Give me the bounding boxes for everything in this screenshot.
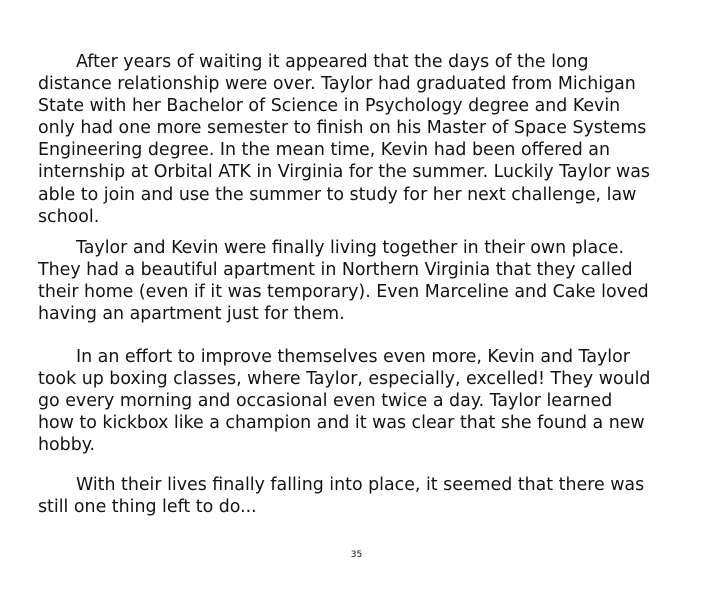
paragraph-line: distance relationship were over. Taylor had graduated from Michigan: [38, 74, 636, 95]
paragraph-line: After years of waiting it appeared that the days of the long: [76, 52, 589, 72]
paragraph-line: school.: [38, 206, 100, 227]
paragraph-1: [38, 51, 672, 228]
paragraph-line: With their lives finally falling into place, it seemed that there was: [76, 475, 645, 495]
page-number: 35: [350, 550, 363, 560]
paragraph-line: still one thing left to do...: [38, 497, 257, 518]
paragraph-line: only had one more semester to finish on his Master of Space Systems: [38, 118, 647, 139]
paragraph-line: They had a beautiful apartment in Northern Virginia that they called: [38, 260, 633, 281]
paragraph-line: go every morning and occasional even twice a day. Taylor learned: [38, 391, 613, 412]
paragraph-2: [38, 237, 672, 325]
paragraph-line: State with her Bachelor of Science in Psychology degree and Kevin: [38, 96, 621, 117]
paragraph-line: In an effort to improve themselves even more, Kevin and Taylor: [76, 347, 630, 367]
paragraph-line: internship at Orbital ATK in Virginia for the summer. Luckily Taylor was: [38, 162, 650, 183]
paragraph-line: hobby.: [38, 435, 96, 456]
paragraph-3: [38, 346, 672, 456]
paragraph-line: how to kickbox like a champion and it was clear that she found a new: [38, 413, 645, 434]
paragraph-line: their home (even if it was temporary). Even Marceline and Cake loved: [38, 282, 649, 303]
paragraph-line: took up boxing classes, where Taylor, especially, excelled! They would: [38, 369, 651, 390]
paragraph-line: having an apartment just for them.: [38, 304, 345, 325]
paragraph-line: Taylor and Kevin were finally living together in their own place.: [76, 238, 624, 258]
paragraph-4: [38, 474, 672, 518]
paragraph-line: able to join and use the summer to study for her next challenge, law: [38, 184, 637, 205]
paragraph-line: Engineering degree. In the mean time, Kevin had been offered an: [38, 140, 610, 161]
